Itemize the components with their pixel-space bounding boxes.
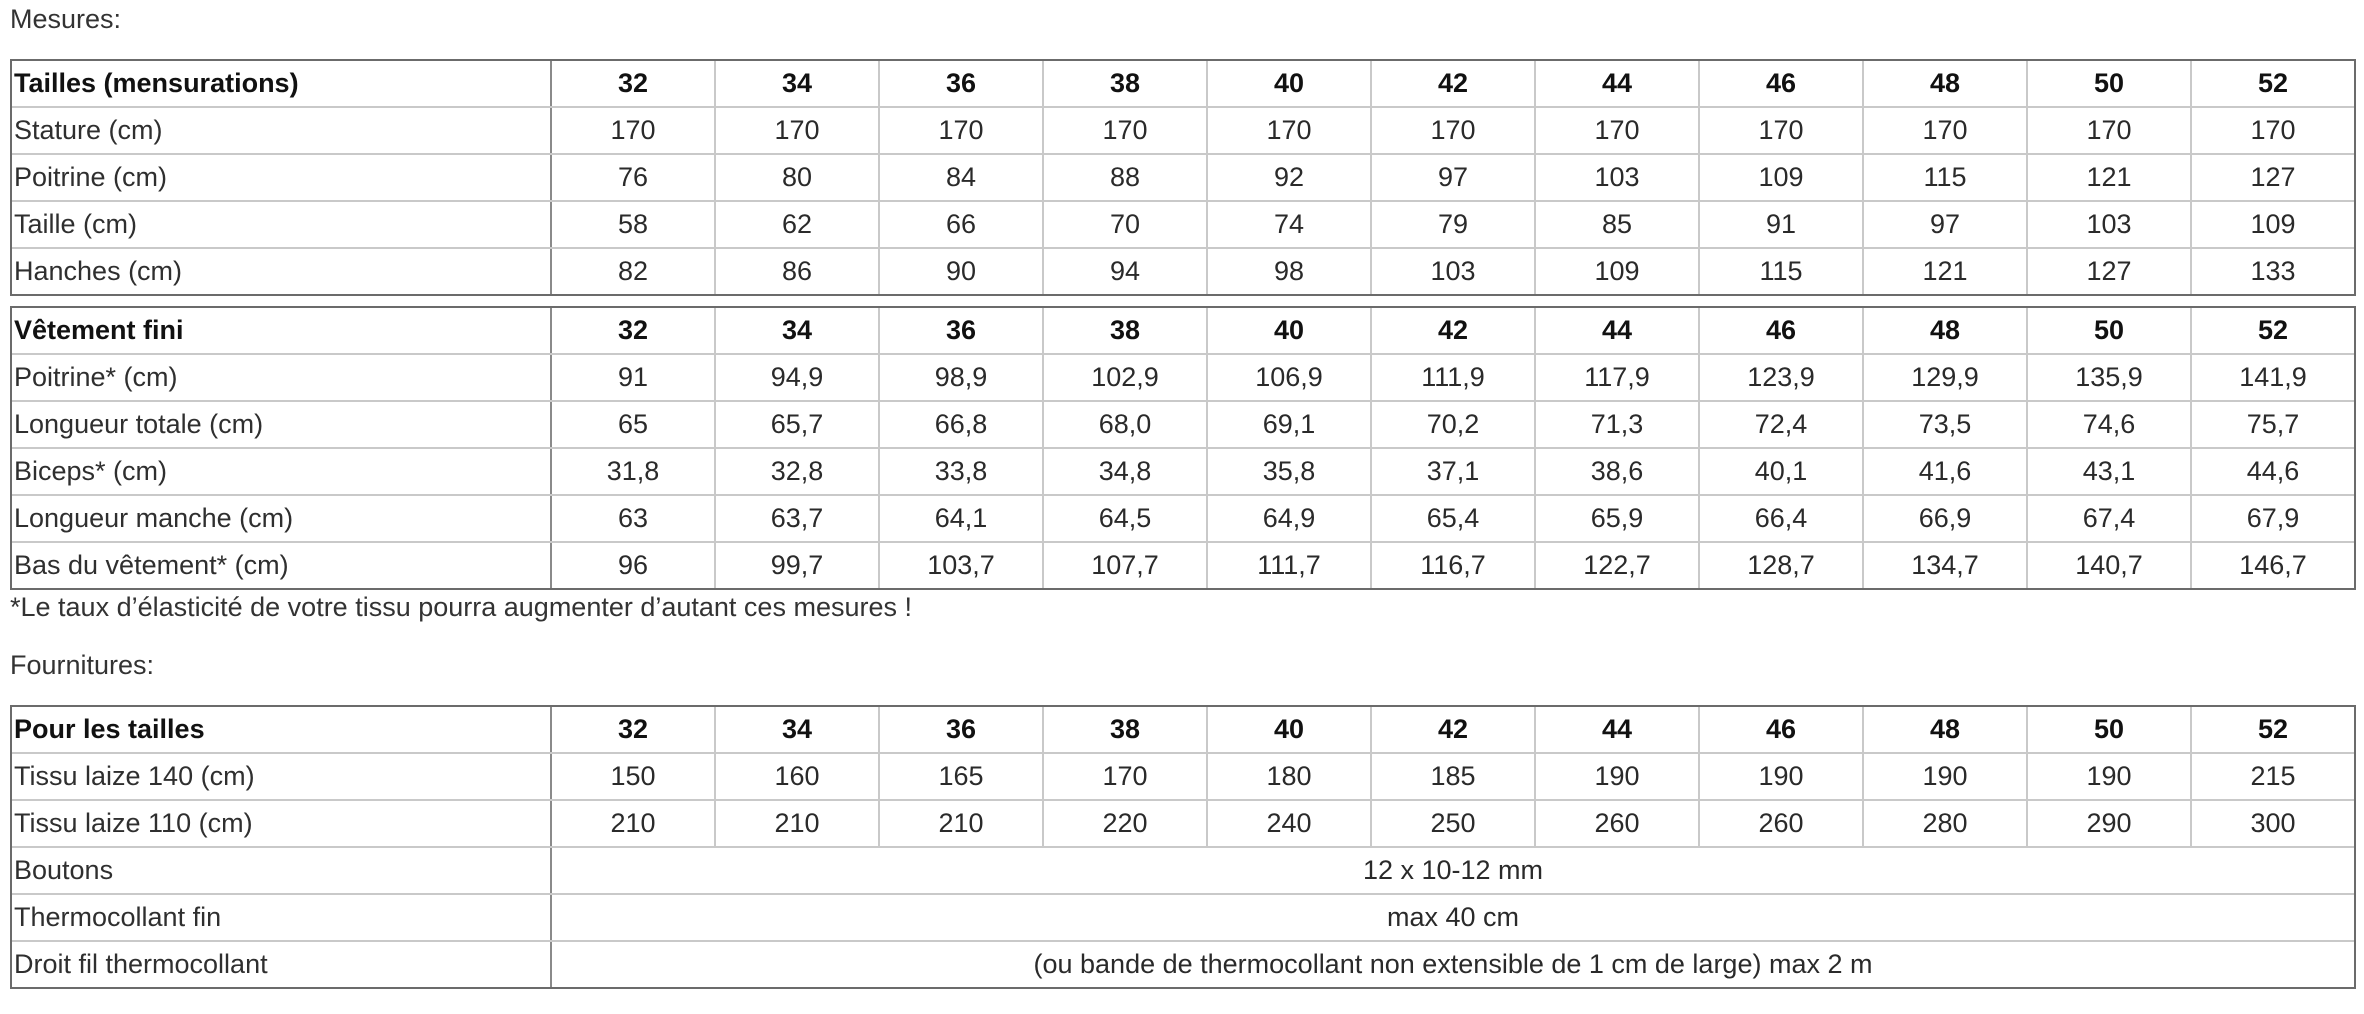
table-row-spanning bbox=[11, 847, 2355, 894]
spanning-value-cell: (ou bande de thermocollant non extensible de 1 cm de large) max 2 m bbox=[551, 941, 2355, 988]
value-cell: 107,7 bbox=[1043, 542, 1207, 589]
header-size-cell: 42 bbox=[1371, 60, 1535, 107]
value-cell: 260 bbox=[1699, 800, 1863, 847]
value-cell: 103 bbox=[2027, 201, 2191, 248]
value-cell: 115 bbox=[1699, 248, 1863, 295]
table-row bbox=[11, 201, 2355, 248]
header-size-cell: 52 bbox=[2191, 60, 2355, 107]
value-cell: 32,8 bbox=[715, 448, 879, 495]
value-cell: 92 bbox=[1207, 154, 1371, 201]
value-cell: 98,9 bbox=[879, 354, 1043, 401]
value-cell: 35,8 bbox=[1207, 448, 1371, 495]
row-label-cell: Longueur manche (cm) bbox=[11, 495, 551, 542]
value-cell: 70 bbox=[1043, 201, 1207, 248]
value-cell: 99,7 bbox=[715, 542, 879, 589]
value-cell: 63,7 bbox=[715, 495, 879, 542]
value-cell: 280 bbox=[1863, 800, 2027, 847]
value-cell: 260 bbox=[1535, 800, 1699, 847]
row-label-cell: Poitrine (cm) bbox=[11, 154, 551, 201]
value-cell: 170 bbox=[2027, 107, 2191, 154]
value-cell: 160 bbox=[715, 753, 879, 800]
header-size-cell: 34 bbox=[715, 307, 879, 354]
header-size-cell: 32 bbox=[551, 60, 715, 107]
header-size-cell: 48 bbox=[1863, 307, 2027, 354]
table-row bbox=[11, 107, 2355, 154]
value-cell: 66,4 bbox=[1699, 495, 1863, 542]
value-cell: 134,7 bbox=[1863, 542, 2027, 589]
table-row bbox=[11, 495, 2355, 542]
value-cell: 170 bbox=[879, 107, 1043, 154]
value-cell: 67,4 bbox=[2027, 495, 2191, 542]
header-size-cell: 38 bbox=[1043, 706, 1207, 753]
header-label-cell: Vêtement fini bbox=[11, 307, 551, 354]
value-cell: 123,9 bbox=[1699, 354, 1863, 401]
value-cell: 210 bbox=[715, 800, 879, 847]
row-label-cell: Stature (cm) bbox=[11, 107, 551, 154]
row-label-cell: Boutons bbox=[11, 847, 551, 894]
value-cell: 96 bbox=[551, 542, 715, 589]
value-cell: 115 bbox=[1863, 154, 2027, 201]
value-cell: 190 bbox=[2027, 753, 2191, 800]
value-cell: 63 bbox=[551, 495, 715, 542]
header-size-cell: 48 bbox=[1863, 706, 2027, 753]
table-row bbox=[11, 401, 2355, 448]
value-cell: 94 bbox=[1043, 248, 1207, 295]
value-cell: 64,1 bbox=[879, 495, 1043, 542]
value-cell: 65,7 bbox=[715, 401, 879, 448]
table-row bbox=[11, 248, 2355, 295]
header-size-cell: 50 bbox=[2027, 706, 2191, 753]
header-size-cell: 40 bbox=[1207, 60, 1371, 107]
value-cell: 75,7 bbox=[2191, 401, 2355, 448]
value-cell: 170 bbox=[1043, 753, 1207, 800]
row-label-cell: Tissu laize 140 (cm) bbox=[11, 753, 551, 800]
value-cell: 170 bbox=[1207, 107, 1371, 154]
value-cell: 133 bbox=[2191, 248, 2355, 295]
value-cell: 31,8 bbox=[551, 448, 715, 495]
value-cell: 103,7 bbox=[879, 542, 1043, 589]
value-cell: 85 bbox=[1535, 201, 1699, 248]
value-cell: 73,5 bbox=[1863, 401, 2027, 448]
caption-mesures: Mesures: bbox=[10, 4, 122, 34]
header-size-cell: 40 bbox=[1207, 307, 1371, 354]
value-cell: 170 bbox=[1699, 107, 1863, 154]
spanning-value-cell: 12 x 10-12 mm bbox=[551, 847, 2355, 894]
value-cell: 67,9 bbox=[2191, 495, 2355, 542]
value-cell: 97 bbox=[1863, 201, 2027, 248]
value-cell: 170 bbox=[1535, 107, 1699, 154]
value-cell: 80 bbox=[715, 154, 879, 201]
value-cell: 66,8 bbox=[879, 401, 1043, 448]
value-cell: 140,7 bbox=[2027, 542, 2191, 589]
header-size-cell: 46 bbox=[1699, 706, 1863, 753]
value-cell: 58 bbox=[551, 201, 715, 248]
header-size-cell: 42 bbox=[1371, 706, 1535, 753]
value-cell: 69,1 bbox=[1207, 401, 1371, 448]
value-cell: 79 bbox=[1371, 201, 1535, 248]
value-cell: 128,7 bbox=[1699, 542, 1863, 589]
value-cell: 74,6 bbox=[2027, 401, 2191, 448]
header-label-cell: Pour les tailles bbox=[11, 706, 551, 753]
value-cell: 127 bbox=[2027, 248, 2191, 295]
value-cell: 170 bbox=[715, 107, 879, 154]
value-cell: 86 bbox=[715, 248, 879, 295]
value-cell: 88 bbox=[1043, 154, 1207, 201]
value-cell: 91 bbox=[551, 354, 715, 401]
spanning-value-cell: max 40 cm bbox=[551, 894, 2355, 941]
value-cell: 62 bbox=[715, 201, 879, 248]
table-row-spanning bbox=[11, 941, 2355, 988]
table-mensurations bbox=[10, 59, 2356, 296]
footnote-elasticite: *Le taux d’élasticité de votre tissu pourra augmenter d’autant ces mesures ! bbox=[10, 592, 912, 622]
header-size-cell: 38 bbox=[1043, 307, 1207, 354]
row-label-cell: Taille (cm) bbox=[11, 201, 551, 248]
table-row bbox=[11, 354, 2355, 401]
header-label-cell: Tailles (mensurations) bbox=[11, 60, 551, 107]
value-cell: 68,0 bbox=[1043, 401, 1207, 448]
table-fournitures bbox=[10, 705, 2356, 989]
value-cell: 37,1 bbox=[1371, 448, 1535, 495]
value-cell: 250 bbox=[1371, 800, 1535, 847]
value-cell: 33,8 bbox=[879, 448, 1043, 495]
value-cell: 190 bbox=[1699, 753, 1863, 800]
header-size-cell: 50 bbox=[2027, 60, 2191, 107]
header-size-cell: 42 bbox=[1371, 307, 1535, 354]
row-label-cell: Bas du vêtement* (cm) bbox=[11, 542, 551, 589]
value-cell: 41,6 bbox=[1863, 448, 2027, 495]
value-cell: 170 bbox=[1371, 107, 1535, 154]
value-cell: 190 bbox=[1863, 753, 2027, 800]
row-label-cell: Thermocollant fin bbox=[11, 894, 551, 941]
value-cell: 210 bbox=[551, 800, 715, 847]
value-cell: 109 bbox=[1535, 248, 1699, 295]
row-label-cell: Hanches (cm) bbox=[11, 248, 551, 295]
value-cell: 116,7 bbox=[1371, 542, 1535, 589]
row-label-cell: Longueur totale (cm) bbox=[11, 401, 551, 448]
value-cell: 34,8 bbox=[1043, 448, 1207, 495]
value-cell: 240 bbox=[1207, 800, 1371, 847]
value-cell: 65,4 bbox=[1371, 495, 1535, 542]
header-size-cell: 52 bbox=[2191, 307, 2355, 354]
table-header-row bbox=[11, 307, 2355, 354]
value-cell: 40,1 bbox=[1699, 448, 1863, 495]
value-cell: 135,9 bbox=[2027, 354, 2191, 401]
value-cell: 91 bbox=[1699, 201, 1863, 248]
value-cell: 127 bbox=[2191, 154, 2355, 201]
value-cell: 215 bbox=[2191, 753, 2355, 800]
value-cell: 170 bbox=[1043, 107, 1207, 154]
value-cell: 117,9 bbox=[1535, 354, 1699, 401]
header-size-cell: 46 bbox=[1699, 60, 1863, 107]
value-cell: 44,6 bbox=[2191, 448, 2355, 495]
value-cell: 65 bbox=[551, 401, 715, 448]
value-cell: 170 bbox=[2191, 107, 2355, 154]
value-cell: 94,9 bbox=[715, 354, 879, 401]
value-cell: 146,7 bbox=[2191, 542, 2355, 589]
row-label-cell: Tissu laize 110 (cm) bbox=[11, 800, 551, 847]
header-size-cell: 50 bbox=[2027, 307, 2191, 354]
value-cell: 300 bbox=[2191, 800, 2355, 847]
value-cell: 121 bbox=[2027, 154, 2191, 201]
value-cell: 141,9 bbox=[2191, 354, 2355, 401]
value-cell: 165 bbox=[879, 753, 1043, 800]
caption-fournitures: Fournitures: bbox=[10, 650, 155, 680]
value-cell: 38,6 bbox=[1535, 448, 1699, 495]
table-row bbox=[11, 154, 2355, 201]
value-cell: 76 bbox=[551, 154, 715, 201]
header-size-cell: 34 bbox=[715, 60, 879, 107]
header-size-cell: 48 bbox=[1863, 60, 2027, 107]
header-size-cell: 46 bbox=[1699, 307, 1863, 354]
value-cell: 290 bbox=[2027, 800, 2191, 847]
header-size-cell: 44 bbox=[1535, 60, 1699, 107]
value-cell: 122,7 bbox=[1535, 542, 1699, 589]
value-cell: 82 bbox=[551, 248, 715, 295]
header-size-cell: 36 bbox=[879, 706, 1043, 753]
value-cell: 121 bbox=[1863, 248, 2027, 295]
table-row bbox=[11, 448, 2355, 495]
value-cell: 129,9 bbox=[1863, 354, 2027, 401]
value-cell: 109 bbox=[2191, 201, 2355, 248]
value-cell: 84 bbox=[879, 154, 1043, 201]
table-vetement-fini bbox=[10, 306, 2356, 590]
header-size-cell: 32 bbox=[551, 706, 715, 753]
value-cell: 66 bbox=[879, 201, 1043, 248]
value-cell: 180 bbox=[1207, 753, 1371, 800]
value-cell: 220 bbox=[1043, 800, 1207, 847]
row-label-cell: Biceps* (cm) bbox=[11, 448, 551, 495]
table-row bbox=[11, 542, 2355, 589]
row-label-cell: Droit fil thermocollant bbox=[11, 941, 551, 988]
value-cell: 150 bbox=[551, 753, 715, 800]
table-row-spanning bbox=[11, 894, 2355, 941]
header-size-cell: 40 bbox=[1207, 706, 1371, 753]
value-cell: 98 bbox=[1207, 248, 1371, 295]
header-size-cell: 34 bbox=[715, 706, 879, 753]
row-label-cell: Poitrine* (cm) bbox=[11, 354, 551, 401]
value-cell: 111,9 bbox=[1371, 354, 1535, 401]
value-cell: 43,1 bbox=[2027, 448, 2191, 495]
table-row bbox=[11, 753, 2355, 800]
header-size-cell: 52 bbox=[2191, 706, 2355, 753]
value-cell: 72,4 bbox=[1699, 401, 1863, 448]
header-size-cell: 36 bbox=[879, 307, 1043, 354]
value-cell: 210 bbox=[879, 800, 1043, 847]
table-row bbox=[11, 800, 2355, 847]
value-cell: 71,3 bbox=[1535, 401, 1699, 448]
value-cell: 106,9 bbox=[1207, 354, 1371, 401]
value-cell: 170 bbox=[1863, 107, 2027, 154]
value-cell: 102,9 bbox=[1043, 354, 1207, 401]
value-cell: 170 bbox=[551, 107, 715, 154]
value-cell: 70,2 bbox=[1371, 401, 1535, 448]
value-cell: 103 bbox=[1535, 154, 1699, 201]
table-header-row bbox=[11, 706, 2355, 753]
value-cell: 66,9 bbox=[1863, 495, 2027, 542]
value-cell: 190 bbox=[1535, 753, 1699, 800]
table-header-row bbox=[11, 60, 2355, 107]
value-cell: 109 bbox=[1699, 154, 1863, 201]
header-size-cell: 36 bbox=[879, 60, 1043, 107]
value-cell: 74 bbox=[1207, 201, 1371, 248]
value-cell: 97 bbox=[1371, 154, 1535, 201]
value-cell: 185 bbox=[1371, 753, 1535, 800]
value-cell: 111,7 bbox=[1207, 542, 1371, 589]
header-size-cell: 44 bbox=[1535, 706, 1699, 753]
header-size-cell: 44 bbox=[1535, 307, 1699, 354]
header-size-cell: 38 bbox=[1043, 60, 1207, 107]
value-cell: 65,9 bbox=[1535, 495, 1699, 542]
header-size-cell: 32 bbox=[551, 307, 715, 354]
value-cell: 103 bbox=[1371, 248, 1535, 295]
value-cell: 64,5 bbox=[1043, 495, 1207, 542]
value-cell: 90 bbox=[879, 248, 1043, 295]
value-cell: 64,9 bbox=[1207, 495, 1371, 542]
